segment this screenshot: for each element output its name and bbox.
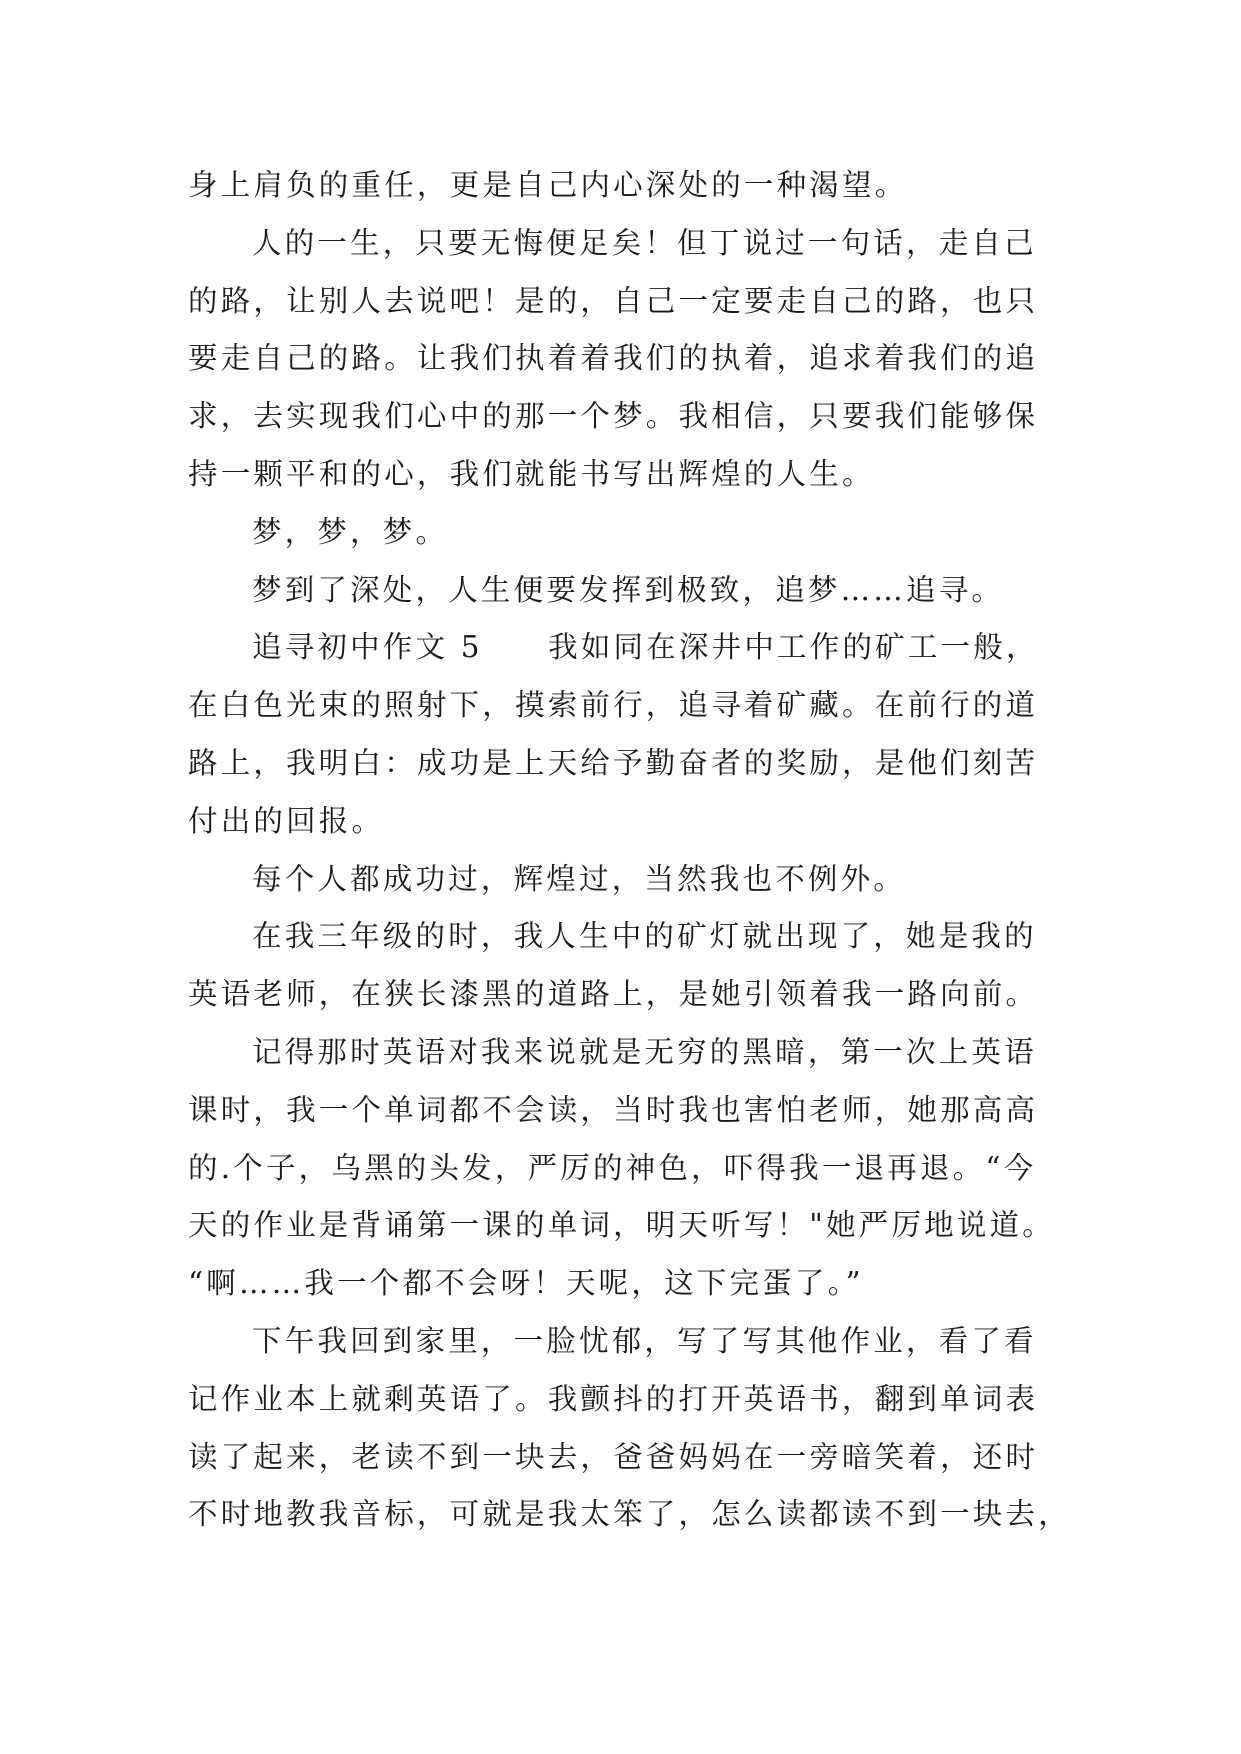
text-line-12: 付出的回报。	[188, 803, 385, 838]
text-line-4: 要走自己的路。让我们执着着我们的执着，追求着我们的追	[188, 341, 1039, 376]
text-line-14: 在我三年级的时，我人生中的矿灯就出现了，她是我的	[252, 919, 1037, 954]
text-line-2: 人的一生，只要无悔便足矣！但丁说过一句话，走自己	[252, 225, 1037, 260]
text-line-22: 记作业本上就剩英语了。我颤抖的打开英语书，翻到单词表	[188, 1381, 1039, 1416]
text-line-24: 不时地教我音标，可就是我太笨了，怎么读都读不到一块去，	[188, 1497, 1071, 1532]
text-line-7: 梦，梦，梦。	[252, 514, 449, 549]
text-line-8: 梦到了深处，人生便要发挥到极致，追梦……追寻。	[252, 572, 1005, 607]
text-line-18: 的.个子，乌黑的头发，严厉的神色，吓得我一退再退。“今	[188, 1150, 1037, 1185]
text-line-11: 路上，我明白：成功是上天给予勤奋者的奖励，是他们刻苦	[188, 745, 1039, 780]
text-line-9: 追寻初中作文 5 我如同在深井中工作的矿工一般，	[252, 630, 1039, 665]
text-line-19: 天的作业是背诵第一课的单词，明天听写！"她严厉地说道。	[188, 1208, 1055, 1243]
text-line-3: 的路，让别人去说吧！是的，自己一定要走自己的路，也只	[188, 283, 1039, 318]
text-line-17: 课时，我一个单词都不会读，当时我也害怕老师，她那高高	[188, 1092, 1039, 1127]
text-line-20: “啊……我一个都不会呀！天呢，这下完蛋了。”	[188, 1266, 864, 1301]
body-text	[188, 157, 1071, 1544]
text-line-1: 身上肩负的重任，更是自己内心深处的一种渴望。	[188, 168, 908, 202]
text-line-6: 持一颗平和的心，我们就能书写出辉煌的人生。	[188, 456, 875, 491]
text-line-13: 每个人都成功过，辉煌过，当然我也不例外。	[252, 861, 907, 896]
text-line-23: 读了起来，老读不到一块去，爸爸妈妈在一旁暗笑着，还时	[188, 1439, 1039, 1474]
text-line-15: 英语老师，在狭长漆黑的道路上，是她引领着我一路向前。	[188, 977, 1039, 1012]
text-line-10: 在白色光束的照射下，摸索前行，追寻着矿藏。在前行的道	[188, 688, 1039, 723]
text-line-21: 下午我回到家里，一脸忧郁，写了写其他作业，看了看	[252, 1323, 1037, 1358]
text-line-16: 记得那时英语对我来说就是无穷的黑暗，第一次上英语	[252, 1034, 1037, 1069]
text-line-5: 求，去实现我们心中的那一个梦。我相信，只要我们能够保	[188, 399, 1039, 434]
